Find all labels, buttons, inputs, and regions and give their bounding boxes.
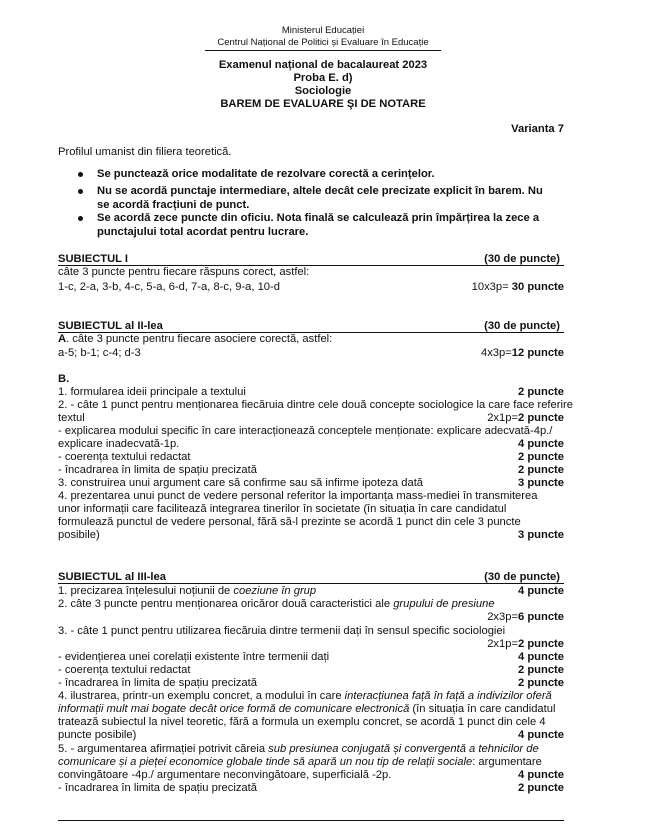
- s2-b-line: unor informații care facilitează integrarea tinerilor în societate (în situația în care candidatul: [58, 503, 507, 515]
- s2-b-calc: [487, 412, 564, 425]
- s2-a-calc-prefix: 4x3p=: [480, 347, 512, 359]
- s2-a-intro-text: . câte 3 puncte pentru fiecare asociere corectă, astfel:: [66, 333, 333, 345]
- s1-answers: 1-c, 2-a, 3-b, 4-c, 5-a, 6-d, 7-a, 8-c, 9-a, 10-d: [58, 281, 280, 293]
- s3-points: (30 de puncte): [484, 571, 560, 583]
- s2-b-line: posibile): [58, 529, 100, 541]
- s3-line-1: [58, 585, 316, 598]
- s1-title: SUBIECTUL I: [58, 253, 129, 265]
- s2-b-line: - explicarea modului specific în care interacționează conceptele menționate: explicare adecvată-4p./: [58, 425, 553, 437]
- s3-line-2: [58, 598, 495, 611]
- s3-calc-3-prefix: 2x1p=: [487, 638, 518, 650]
- s3-pts-3c: 2 puncte: [517, 677, 564, 689]
- s3-pts-4: 4 puncte: [517, 729, 564, 741]
- s2-b-line: 3. construirea unui argument care să confirme sau să infirme ipoteza dată: [58, 477, 424, 489]
- s3-calc-2-total: 6 puncte: [517, 611, 564, 623]
- s2-b-pts: 2 puncte: [517, 386, 564, 398]
- s3-calc-2: [487, 611, 564, 624]
- rule-2: Nu se acordă punctaje intermediare, altele decât cele precizate explicit în barem. Nu: [97, 185, 543, 197]
- s3-line-5-term-cont: comunicare și a pieței economice globale tinde să apară un nou tip de relații sociale: [58, 756, 473, 768]
- s2-b-line: textul: [58, 412, 85, 424]
- subject-title: Sociologie: [294, 85, 352, 97]
- s2-b-pts: 3 puncte: [517, 477, 564, 489]
- s3-line-3c: - încadrarea în limita de spațiu precizată: [58, 677, 257, 689]
- exam-title: Examenul național de bacalaureat 2023: [218, 59, 428, 71]
- s3-pts-5b: 2 puncte: [517, 782, 564, 794]
- s3-line-2-term: grupului de presiune: [393, 598, 495, 610]
- s2-b-pts: 3 puncte: [517, 529, 564, 541]
- s2-b-line: formulează punctul de vedere personal, fără să-l prezinte se acordă 1 punct din cele 3 puncte: [58, 516, 521, 528]
- s3-line-5-cont: [58, 756, 542, 769]
- s2-b-line: 4. prezentarea unui punct de vedere personal referitor la importanța mass-mediei în transmiterea: [58, 490, 538, 502]
- s2-a-calc-total: 12 puncte: [511, 347, 564, 359]
- rule-3: Se acordă zece puncte din oficiu. Nota finală se calculează prin împărțirea la zece a: [97, 212, 540, 224]
- s2-a-label: A: [58, 333, 67, 345]
- bullet-icon: [78, 216, 83, 221]
- s3-line-5-text-cont: : argumentare: [472, 756, 542, 768]
- s3-line-4-text-cont: (în situația în care candidatul: [409, 703, 556, 715]
- bullet-icon: [78, 172, 83, 177]
- s3-line-4-text: 4. ilustrarea, printr-un exemplu concret, a modului în care: [58, 690, 345, 702]
- header-underline: [205, 50, 441, 51]
- s3-calc-2-prefix: 2x3p=: [487, 611, 518, 623]
- s2-a-intro: [58, 333, 332, 346]
- s1-calc-prefix: 10x3p=: [471, 281, 512, 293]
- s3-pts-1: 4 puncte: [517, 585, 564, 597]
- s3-calc-3-total: 2 puncte: [517, 638, 564, 650]
- s3-line-5-cont: convingătoare -4p./ argumentare neconvingătoare, superficială -2p.: [58, 769, 392, 781]
- s2-b-pts: 4 puncte: [517, 438, 564, 450]
- s3-line-1-term: coeziune în grup: [233, 585, 317, 597]
- s3-line-2-text: 2. câte 3 puncte pentru menționarea oricăror două caracteristici ale: [58, 598, 394, 610]
- variant-label: Varianta 7: [511, 123, 564, 135]
- s1-intro: câte 3 puncte pentru fiecare răspuns corect, astfel:: [58, 266, 310, 278]
- s2-b-line: 1. formularea ideii principale a textului: [58, 386, 246, 398]
- s3-pts-5: 4 puncte: [517, 769, 564, 781]
- s3-line-5-text: 5. - argumentarea afirmației potrivit căreia: [58, 743, 269, 755]
- s2-b-pts: 2 puncte: [517, 451, 564, 463]
- s3-line-4-cont: [58, 703, 555, 716]
- s3-line-3b: - coerența textului redactat: [58, 664, 191, 676]
- s3-line-5b: - încadrarea în limita de spațiu precizată: [58, 782, 257, 794]
- s3-line-3: 3. - câte 1 punct pentru utilizarea fiecăruia dintre termenii dați în sensul specific sociologiei: [58, 625, 506, 637]
- barem-title: BAREM DE EVALUARE ŞI DE NOTARE: [220, 98, 426, 110]
- s3-pts-3a: 4 puncte: [517, 651, 564, 663]
- s2-b-line: explicare inadecvată-1p.: [58, 438, 180, 450]
- rule-3-cont: punctajului total acordat pentru lucrare.: [97, 226, 309, 238]
- s2-b-line: 2. - câte 1 punct pentru menționarea fiecăruia dintre cele două concepte sociologice la care face referire: [58, 399, 573, 411]
- section-rule: [58, 583, 564, 584]
- s2-b-label: B.: [58, 373, 70, 385]
- s3-line-4-cont: puncte posibile): [58, 729, 137, 741]
- proba-title: Proba E. d): [293, 72, 353, 84]
- s2-b-line: - coerența textului redactat: [58, 451, 191, 463]
- s3-pts-3b: 2 puncte: [517, 664, 564, 676]
- s2-title: SUBIECTUL al II-lea: [58, 320, 163, 332]
- s1-calc: [472, 281, 564, 294]
- center-name: Centrul Național de Politici și Evaluare în Educație: [217, 37, 429, 48]
- s2-b-line: - încadrarea în limita de spațiu precizată: [58, 464, 257, 476]
- s2-a-calc: [481, 347, 564, 360]
- s3-calc-3: [487, 638, 564, 651]
- s3-line-4-term-cont: informații mult mai bogate decât orice formă de comunicare electronică: [58, 703, 410, 715]
- s2-points: (30 de puncte): [484, 320, 560, 332]
- s1-calc-total: 30 puncte: [511, 281, 564, 293]
- s3-title: SUBIECTUL al III-lea: [58, 571, 166, 583]
- s3-line-4-cont: tratează subiectul la nivel teoretic, fără a formula un exemplu concret, se acordă 1 punct din cele 4: [58, 716, 546, 728]
- ministry-name: Ministerul Educației: [281, 25, 365, 36]
- rule-1: Se punctează orice modalitate de rezolvare corectă a cerințelor.: [97, 168, 435, 180]
- s3-line-1-text: 1. precizarea înțelesului noțiunii de: [58, 585, 234, 597]
- s2-b-pts: 2 puncte: [517, 464, 564, 476]
- footer-rule: [58, 820, 564, 821]
- s3-line-4: [58, 690, 552, 703]
- s1-points: (30 de puncte): [484, 253, 560, 265]
- s2-a-answers: a-5; b-1; c-4; d-3: [58, 347, 141, 359]
- s2-b-calc-prefix: 2x1p=: [487, 412, 518, 424]
- s3-line-5: [58, 743, 539, 756]
- profile-text: Profilul umanist din filiera teoretică.: [58, 146, 232, 158]
- s3-line-5-term: sub presiunea conjugată și convergentă a tehnicilor de: [268, 743, 539, 755]
- bullet-icon: [78, 189, 83, 194]
- rule-2-cont: se acordă fracțiuni de punct.: [97, 199, 250, 211]
- s3-line-4-term: interacțiunea față în față a indivizilor oferă: [344, 690, 552, 702]
- s2-b-pts: 2 puncte: [517, 412, 564, 424]
- s3-line-3a: - evidențierea unei corelații existente între termenii dați: [58, 651, 330, 663]
